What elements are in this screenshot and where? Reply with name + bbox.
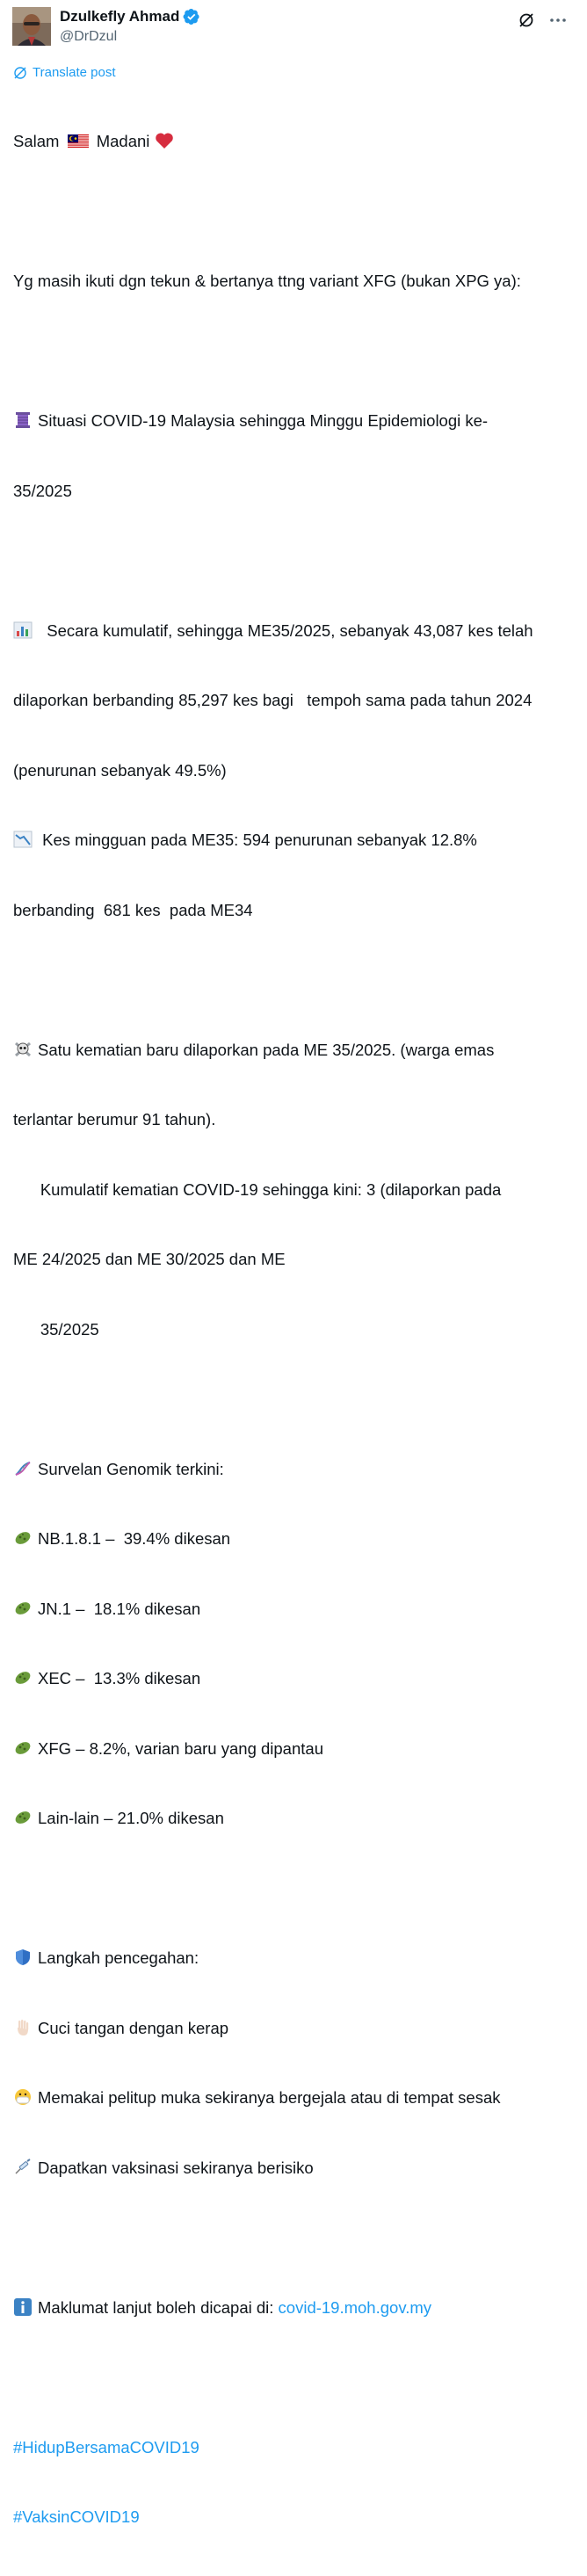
mingguan-line-2: berbanding 681 kes pada ME34 <box>13 900 253 919</box>
shield-icon <box>13 1948 33 1966</box>
langkah-text: Dapatkan vaksinasi sekiranya berisiko <box>38 2158 314 2177</box>
situasi-line <box>13 410 576 433</box>
genomik-title-line <box>13 1458 576 1482</box>
variant-text: JN.1 – 18.1% dikesan <box>38 1599 201 1618</box>
variant-text: Lain-lain – 21.0% dikesan <box>38 1809 224 1827</box>
kumulatif-line-2: dilaporkan berbanding 85,297 kes bagi tempoh sama pada tahun 2024 <box>13 691 533 709</box>
avatar[interactable] <box>12 7 51 46</box>
kematian-text-1: Satu kematian baru dilaporkan pada ME 35/2025. (warga emas <box>38 1040 495 1059</box>
info-text: Maklumat lanjut boleh dicapai di: <box>38 2297 279 2317</box>
more-icon[interactable] <box>548 11 568 30</box>
langkah-text: Cuci tangan dengan kerap <box>38 2018 229 2037</box>
grok-icon[interactable] <box>517 11 536 30</box>
display-name[interactable]: Dzulkefly Ahmad <box>60 8 180 25</box>
variant-text: XEC – 13.3% dikesan <box>38 1669 201 1687</box>
hashtag-vaksin[interactable]: #VaksinCOVID19 <box>13 2507 140 2526</box>
variant-text: NB.1.8.1 – 39.4% dikesan <box>38 1529 231 1548</box>
langkah-title-line <box>13 1947 576 1970</box>
translate-post-link[interactable] <box>13 65 116 80</box>
intro-line: Yg masih ikuti dgn tekun & bertanya ttng variant XFG (bukan XPG ya): <box>13 272 521 290</box>
kematian-line-4: ME 24/2025 dan ME 30/2025 dan ME <box>13 1250 286 1268</box>
bar-chart-icon <box>13 621 33 639</box>
greeting-text-2: Madani <box>91 132 155 150</box>
mingguan-text-1: Kes mingguan pada ME35: 594 penurunan sebanyak 12.8% <box>38 831 477 849</box>
info-link[interactable]: covid-19.moh.gov.my <box>278 2297 431 2317</box>
situasi-text-1: Situasi COVID-19 Malaysia sehingga Minggu Epidemiologi ke- <box>38 411 489 430</box>
information-icon <box>13 2298 33 2316</box>
langkah-item <box>13 2157 576 2181</box>
handle[interactable]: @DrDzul <box>60 29 118 44</box>
post-body <box>13 83 576 2576</box>
langkah-title: Langkah pencegahan: <box>38 1948 199 1967</box>
kematian-line-2: terlantar berumur 91 tahun). <box>13 1110 216 1128</box>
greeting-line <box>13 130 576 154</box>
translate-icon <box>13 66 27 80</box>
genomik-title: Survelan Genomik terkini: <box>38 1459 224 1478</box>
hashtag-hidup[interactable]: #HidupBersamaCOVID19 <box>13 2437 199 2456</box>
microbe-icon <box>13 1739 33 1757</box>
microbe-icon <box>13 1529 33 1547</box>
translate-label[interactable]: Translate post <box>33 65 116 80</box>
langkah-item <box>13 2086 576 2110</box>
microbe-icon <box>13 1809 33 1826</box>
verified-badge-icon <box>183 8 200 25</box>
thread-spool-icon <box>13 411 33 429</box>
kematian-line-3: Kumulatif kematian COVID-19 sehingga kini: 3 (dilaporkan pada <box>13 1179 502 1199</box>
red-heart-icon <box>155 132 174 149</box>
kematian-line <box>13 1039 576 1063</box>
microbe-icon <box>13 1600 33 1617</box>
skull-crossbones-icon <box>13 1041 33 1058</box>
variant-text: XFG – 8.2%, varian baru yang dipantau <box>38 1738 323 1758</box>
variant-item <box>13 1667 576 1691</box>
kumulatif-line <box>13 620 576 643</box>
kumulatif-text-1: Secara kumulatif, sehingga ME35/2025, sebanyak 43,087 kes telah <box>38 620 533 640</box>
langkah-item <box>13 2017 576 2041</box>
dna-icon <box>13 1460 33 1477</box>
kumulatif-line-3: (penurunan sebanyak 49.5%) <box>13 760 227 780</box>
langkah-text: Memakai pelitup muka sekiranya bergejala atau di tempat sesak <box>38 2088 501 2107</box>
syringe-icon <box>13 2159 33 2176</box>
malaysia-flag-icon <box>68 134 89 149</box>
variant-item <box>13 1527 576 1551</box>
author-name-row <box>60 8 200 25</box>
mingguan-line <box>13 829 576 853</box>
variant-item <box>13 1738 576 1761</box>
chart-decreasing-icon <box>13 831 33 848</box>
situasi-line-2: 35/2025 <box>13 481 72 500</box>
variant-item <box>13 1807 576 1831</box>
microbe-icon <box>13 1669 33 1687</box>
info-line <box>13 2297 576 2320</box>
raised-hand-icon <box>13 2019 33 2036</box>
top-actions <box>517 11 568 30</box>
greeting-text: Salam <box>13 132 64 150</box>
variant-item <box>13 1598 576 1622</box>
face-with-mask-icon <box>13 2088 33 2106</box>
kematian-line-5: 35/2025 <box>13 1319 99 1339</box>
